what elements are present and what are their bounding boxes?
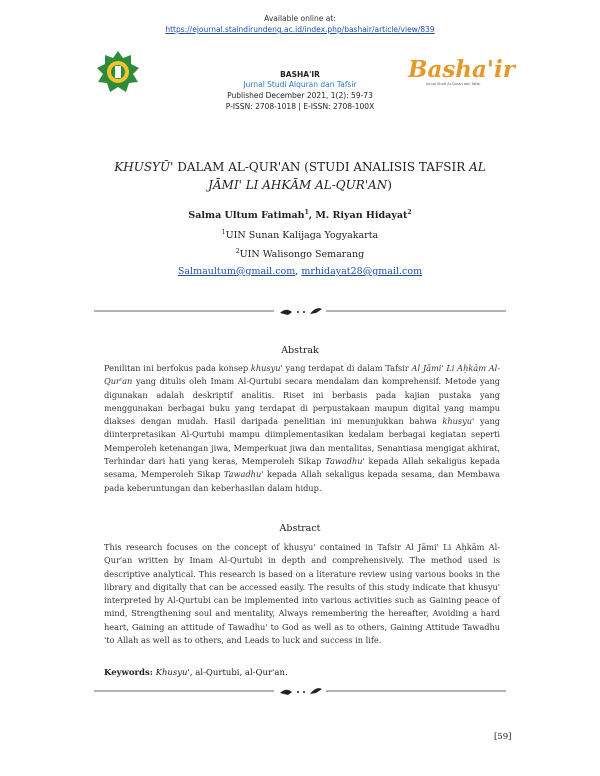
available-online-label: Available online at: xyxy=(264,14,336,23)
abstrak-italic-3: khusyu' xyxy=(442,416,475,427)
author-1-sup: 1 xyxy=(304,209,309,216)
author-separator: , xyxy=(308,210,316,222)
page-number: [59] xyxy=(494,732,512,742)
journal-url[interactable] xyxy=(0,25,600,34)
keywords-rest: , al-Qurtubi, al-Qur'an. xyxy=(189,668,288,678)
ornament-divider-2 xyxy=(94,683,506,699)
affiliation-1 xyxy=(0,229,600,241)
affiliation-2 xyxy=(0,248,600,260)
ornament-divider-1 xyxy=(94,303,506,319)
logo-subtitle: Jurnal Studi Al-Quran dan Tafsir xyxy=(426,82,481,86)
email-1-link[interactable]: Salmaultum@gmail.com xyxy=(177,266,296,277)
abstrak-italic-2: Al Jāmi' Li Aḥkām Al-Qur'an xyxy=(104,363,500,387)
abstrak-text-4: yang diinterpretasikan Al-Qurtubi mampu diimplementasikan kedalam berbagai kegiatan seperti Memperoleh ketenangan jiwa, Memperkuat jiwa dan mentalitas, Senantiasa mengigat akhirat, Terhindar dari hati yang keras, Memperoleh Sikap xyxy=(104,416,500,467)
issn-info: P-ISSN: 2708-1018 | E-ISSN: 2708-100X xyxy=(225,102,375,111)
keyword-1: Khusyu' xyxy=(155,668,190,678)
journal-url-link[interactable]: https://ejournal.staindirundeng.ac.id/index.php/bashair/article/view/839 xyxy=(165,25,435,34)
abstrak-italic-4: Tawadhu' xyxy=(325,456,365,467)
affiliation-2-text: UIN Walisongo Semarang xyxy=(239,249,365,261)
logo-text: Basha'ir xyxy=(408,56,515,83)
author-2: M. Riyan Hidayat xyxy=(315,210,408,222)
abstrak-heading: Abstrak xyxy=(281,345,319,356)
journal-full-name: Jurnal Studi Alquran dan Tafsir xyxy=(243,80,357,89)
title-part-2: DALAM AL-QUR'AN (STUDI ANALISIS TAFSIR xyxy=(173,160,470,174)
abstract-heading: Abstract xyxy=(279,523,321,534)
affiliation-1-text: UIN Sunan Kalijaga Yogyakarta xyxy=(225,230,379,242)
author-2-sup: 2 xyxy=(407,209,412,216)
abstrak-italic-5: Tawadhu' xyxy=(223,469,264,480)
bashair-logo xyxy=(408,56,515,98)
journal-short-name: BASHA'IR xyxy=(280,70,320,79)
title-part-4: ) xyxy=(387,178,392,192)
abstract-body: This research focuses on the concept of khusyu' contained in Tafsir Al Jāmi' Li Aḥkām Al-Qur'an written by Imam Al-Qurtubi in depth and comprehensively. The method used is descriptive analytical. This research is based on a literature review using various books in the library and digitally that can be accessed easily. The results of this study indicate that khusyu' interpreted by Al-Qurtubi can be implemented into various activities such as Gaining peace of mind, Strengthening soul and mentality, Always remembering the hereafter, Avoiding a hard heart, Gaining an attitude of Tawadhu' to God as well as to others, Gaining Attitude Tawadhu 'to Allah as well as to others, and Leads to luck and success in life. xyxy=(104,542,500,646)
title-part-3: AL JĀMI' LI AHKĀM AL-QUR'AN xyxy=(208,160,486,192)
published-info: Published December 2021, 1(2): 59-73 xyxy=(227,91,373,100)
keywords-label: Keywords: xyxy=(104,668,153,678)
abstrak-body xyxy=(104,362,500,495)
email-separator: , xyxy=(295,266,302,277)
abstrak-italic-1: khusyu' xyxy=(250,363,283,373)
abstrak-text-3: yang ditulis oleh Imam Al-Qurtubi secara mendalam dan komprehensif. Metode yang digunakan adalah deskriptif analitis. Riset ini berbasis pada kajian pustaka yang menggunakan berbagai buku yang terdapat di perpustakaan maupun digital yang mampu diakses dengan mudah. Hasil daripada penelitian ini menunjukkan bahwa xyxy=(104,376,500,427)
author-line xyxy=(0,209,600,221)
keywords-line xyxy=(104,668,288,678)
abstrak-text-1: Penilitan ini berfokus pada konsep xyxy=(104,363,251,373)
author-1: Salma Ultum Fatimah xyxy=(188,210,305,222)
abstrak-text-6: kepada Allah sekaligus kepada sesama, dan Membawa pada keberuntungan dan keberhasilan dalam hidup. xyxy=(104,469,500,493)
article-title xyxy=(100,158,500,194)
affiliation-1-sup: 1 xyxy=(221,229,226,236)
title-part-1: KHUSYŪ' xyxy=(114,160,174,174)
ornament-icon xyxy=(94,303,506,319)
ornament-icon xyxy=(94,683,506,699)
abstrak-text-2: yang terdapat di dalam Tafsir xyxy=(282,363,412,373)
affiliation-2-sup: 2 xyxy=(235,248,240,255)
email-2-link[interactable]: mrhidayat28@gmail.com xyxy=(301,266,423,277)
abstrak-text-5: kepada Allah sekaligus kepada sesama, Memperoleh Sikap xyxy=(104,456,500,480)
emails xyxy=(0,266,600,277)
